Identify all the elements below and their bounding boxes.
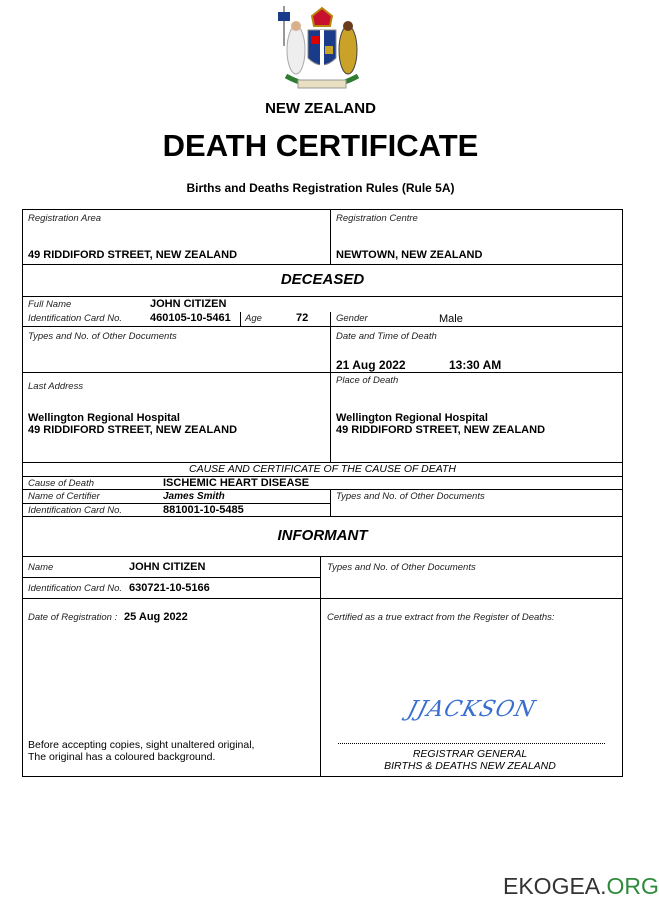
informant-other-docs-label: Types and No. of Other Documents bbox=[327, 562, 476, 573]
informant-heading: INFORMANT bbox=[277, 527, 368, 544]
id-number: 460105-10-5461 bbox=[150, 312, 231, 324]
cause-heading: CAUSE AND CERTIFICATE OF THE CAUSE OF DEATH bbox=[188, 463, 456, 475]
age: 72 bbox=[296, 312, 309, 324]
coat-of-arms bbox=[276, 6, 368, 96]
watermark-text: EKOGEA. bbox=[503, 873, 607, 899]
document-title: DEATH CERTIFICATE bbox=[162, 128, 479, 163]
watermark bbox=[503, 873, 659, 900]
place-of-death-label: Place of Death bbox=[336, 375, 399, 386]
registration-area-label: Registration Area bbox=[28, 213, 102, 224]
last-address-label: Last Address bbox=[28, 381, 84, 392]
registration-centre-label: Registration Centre bbox=[336, 213, 418, 224]
certifier-name: James Smith bbox=[163, 491, 225, 502]
full-name-label: Full Name bbox=[28, 299, 72, 310]
gender-label: Gender bbox=[336, 313, 368, 324]
date-of-death: 21 Aug 2022 bbox=[336, 358, 406, 372]
registration-area: 49 RIDDIFORD STREET, NEW ZEALAND bbox=[28, 249, 238, 261]
registrar-title: REGISTRAR GENERAL bbox=[412, 748, 528, 760]
informant-name: JOHN CITIZEN bbox=[129, 561, 206, 573]
informant-name-label: Name bbox=[28, 562, 54, 573]
certified-label: Certified as a true extract from the Register of Deaths: bbox=[327, 612, 555, 623]
registration-date-label: Date of Registration : bbox=[28, 612, 118, 623]
certifier-label: Name of Certifier bbox=[28, 491, 100, 502]
registrar-signature: JJACKSON bbox=[404, 697, 539, 722]
certifier-id-label: Identification Card No. bbox=[28, 505, 122, 516]
id-label: Identification Card No. bbox=[28, 313, 122, 324]
place-of-death-line2: 49 RIDDIFORD STREET, NEW ZEALAND bbox=[336, 424, 546, 436]
certificate-table bbox=[22, 209, 623, 777]
last-address-line1: Wellington Regional Hospital bbox=[28, 412, 180, 424]
certifier-id: 881001-10-5485 bbox=[163, 504, 244, 516]
document-subtitle: Births and Deaths Registration Rules (Rule 5A) bbox=[186, 181, 455, 195]
registrar-office: BIRTHS & DEATHS NEW ZEALAND bbox=[384, 760, 556, 772]
deceased-heading: DECEASED bbox=[280, 271, 365, 288]
registration-date: 25 Aug 2022 bbox=[124, 611, 188, 623]
signature-line bbox=[338, 743, 605, 744]
last-address-line2: 49 RIDDIFORD STREET, NEW ZEALAND bbox=[28, 424, 238, 436]
cause-of-death: ISCHEMIC HEART DISEASE bbox=[163, 477, 310, 489]
full-name: JOHN CITIZEN bbox=[150, 298, 227, 310]
other-docs-label: Types and No. of Other Documents bbox=[28, 331, 177, 342]
place-of-death-line1: Wellington Regional Hospital bbox=[336, 412, 488, 424]
registration-centre: NEWTOWN, NEW ZEALAND bbox=[336, 249, 483, 261]
country-heading: NEW ZEALAND bbox=[265, 100, 376, 117]
original-note-1: Before accepting copies, sight unaltered original, bbox=[28, 739, 255, 751]
watermark-suffix: ORG bbox=[606, 873, 659, 899]
gender: Male bbox=[439, 313, 463, 325]
original-note-2: The original has a coloured background. bbox=[28, 751, 216, 763]
informant-id: 630721-10-5166 bbox=[129, 582, 210, 594]
date-time-label: Date and Time of Death bbox=[336, 331, 437, 342]
certifier-other-docs-label: Types and No. of Other Documents bbox=[336, 491, 485, 502]
time-of-death: 13:30 AM bbox=[449, 358, 502, 372]
cause-label: Cause of Death bbox=[28, 478, 95, 489]
informant-id-label: Identification Card No. bbox=[28, 583, 122, 594]
age-label: Age bbox=[245, 313, 262, 324]
